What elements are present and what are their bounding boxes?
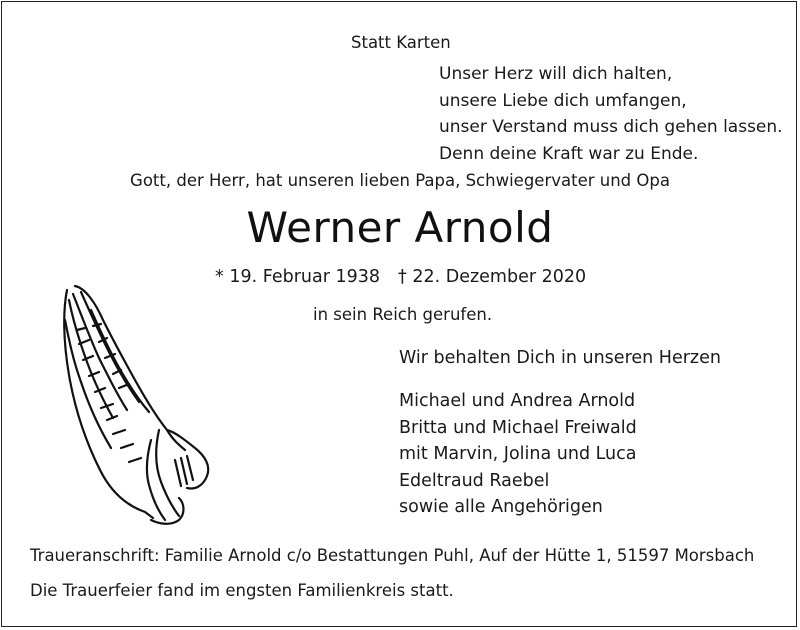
ceremony-note: Die Trauerfeier fand im engsten Familienkreis statt. bbox=[30, 581, 454, 600]
family-member: Michael und Andrea Arnold bbox=[399, 391, 636, 411]
poem-line: Unser Herz will dich halten, bbox=[439, 64, 673, 84]
family-member: mit Marvin, Jolina und Luca bbox=[399, 444, 637, 465]
praying-hands-icon bbox=[55, 280, 215, 530]
family-member: Britta und Michael Freiwald bbox=[399, 417, 637, 438]
family-member: sowie alle Angehörigen bbox=[399, 497, 603, 518]
poem-line: Denn deine Kraft war zu Ende. bbox=[439, 143, 699, 164]
poem bbox=[439, 61, 783, 167]
motto: Wir behalten Dich in unseren Herzen bbox=[399, 348, 721, 368]
death-symbol: † bbox=[398, 267, 407, 287]
birth-symbol: * bbox=[215, 267, 224, 287]
poem-line: unsere Liebe dich umfangen, bbox=[439, 90, 687, 111]
called-home-text: in sein Reich gerufen. bbox=[313, 305, 493, 324]
birth-date-line bbox=[215, 267, 380, 287]
family-list bbox=[399, 388, 637, 521]
statt-karten: Statt Karten bbox=[351, 33, 451, 52]
poem-line: unser Verstand muss dich gehen lassen. bbox=[439, 117, 783, 137]
death-date-line bbox=[398, 267, 586, 287]
intro-text: Gott, der Herr, hat unseren lieben Papa, Schwiegervater und Opa bbox=[130, 171, 670, 190]
birth-date: 19. Februar 1938 bbox=[229, 267, 381, 287]
family-member: Edeltraud Raebel bbox=[399, 470, 550, 491]
funeral-address: Traueranschrift: Familie Arnold c/o Bestattungen Puhl, Auf der Hütte 1, 51597 Morsbach bbox=[30, 546, 755, 565]
death-date: 22. Dezember 2020 bbox=[412, 267, 587, 287]
deceased-name: Werner Arnold bbox=[246, 203, 554, 252]
